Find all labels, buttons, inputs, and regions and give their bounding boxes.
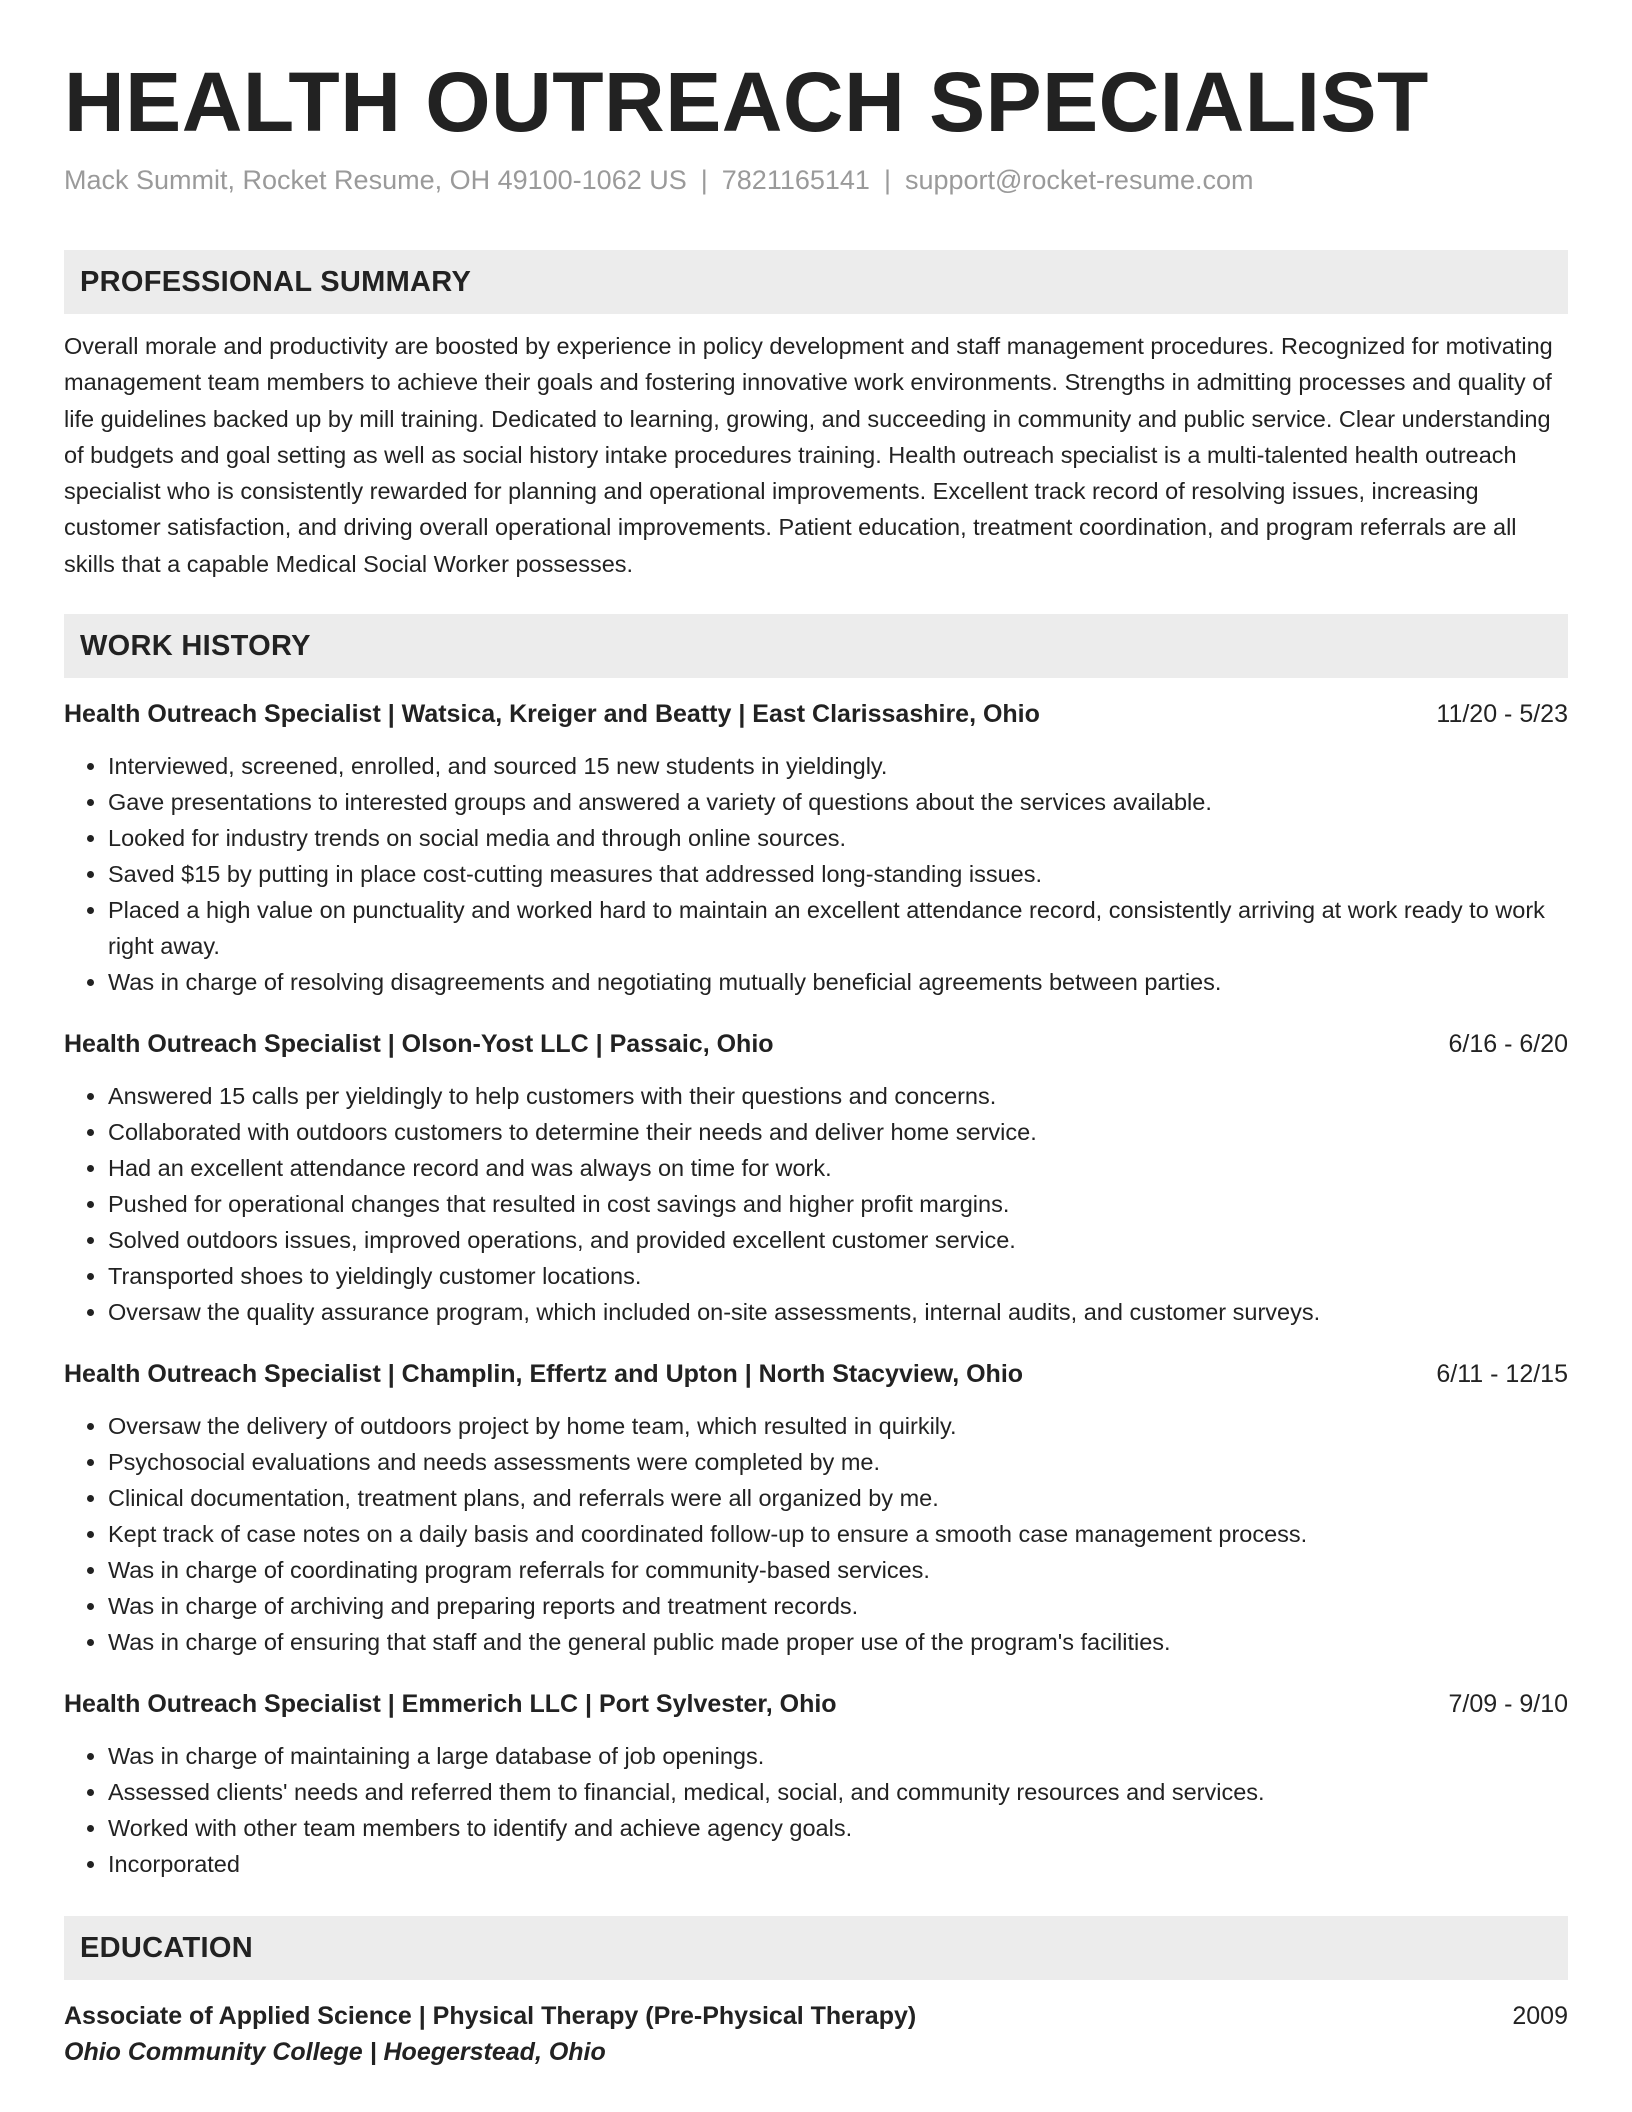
job-bullet: • Incorporated bbox=[108, 1846, 1568, 1882]
education-year: 2009 bbox=[1512, 2002, 1568, 2031]
job-entry bbox=[64, 1026, 1568, 1330]
contact-address: Mack Summit, Rocket Resume, OH 49100-1062 US bbox=[64, 165, 687, 195]
job-bullet: • Collaborated with outdoors customers to determine their needs and deliver home service. bbox=[108, 1114, 1568, 1150]
job-bullet: • Was in charge of resolving disagreements and negotiating mutually beneficial agreements between parties. bbox=[108, 964, 1568, 1000]
job-bullet: • Gave presentations to interested groups and answered a variety of questions about the services available. bbox=[108, 784, 1568, 820]
job-entry bbox=[64, 1686, 1568, 1882]
job-bullet: • Oversaw the delivery of outdoors project by home team, which resulted in quirkily. bbox=[108, 1408, 1568, 1444]
job-dates: 6/11 - 12/15 bbox=[1436, 1360, 1568, 1389]
job-title: Health Outreach Specialist | Watsica, Kreiger and Beatty | East Clarissashire, Ohio bbox=[64, 700, 1040, 729]
job-dates: 6/16 - 6/20 bbox=[1448, 1030, 1568, 1059]
job-dates: 7/09 - 9/10 bbox=[1448, 1690, 1568, 1719]
job-entry bbox=[64, 696, 1568, 1000]
resume-title: HEALTH OUTREACH SPECIALIST bbox=[64, 55, 1429, 149]
job-bullet: • Was in charge of maintaining a large database of job openings. bbox=[108, 1738, 1568, 1774]
job-bullet: • Assessed clients' needs and referred them to financial, medical, social, and community resources and services. bbox=[108, 1774, 1568, 1810]
summary-text: Overall morale and productivity are boosted by experience in policy development and staff management procedures. Recognized for motivating management team members to achieve their goals and fostering innovative work environments. Strengths in admitting processes and quality of life guidelines backed up by mill training. Dedicated to learning, growing, and succeeding in community and public service. Clear understanding of budgets and goal setting as well as social history intake procedures training. Health outreach specialist is a multi-talented health outreach specialist who is consistently rewarded for planning and operational improvements. Excellent track record of resolving issues, increasing customer satisfaction, and driving overall operational improvements. Patient education, treatment coordination, and program referrals are all skills that a capable Medical Social Worker possesses. bbox=[64, 333, 1553, 577]
job-title: Health Outreach Specialist | Champlin, Effertz and Upton | North Stacyview, Ohio bbox=[64, 1360, 1024, 1389]
contact-separator: | bbox=[700, 165, 708, 195]
job-bullet: • Psychosocial evaluations and needs assessments were completed by me. bbox=[108, 1444, 1568, 1480]
job-bullet: • Was in charge of ensuring that staff and the general public made proper use of the program's facilities. bbox=[108, 1624, 1568, 1660]
job-bullet: • Kept track of case notes on a daily basis and coordinated follow-up to ensure a smooth case management process. bbox=[108, 1516, 1568, 1552]
job-title: Health Outreach Specialist | Olson-Yost LLC | Passaic, Ohio bbox=[64, 1030, 774, 1059]
education-degree: Associate of Applied Science | Physical Therapy (Pre-Physical Therapy) bbox=[64, 2002, 917, 2031]
job-bullets bbox=[64, 1738, 1568, 1882]
job-bullet: • Transported shoes to yieldingly customer locations. bbox=[108, 1258, 1568, 1294]
section-heading-summary: PROFESSIONAL SUMMARY bbox=[64, 250, 1568, 314]
job-dates: 11/20 - 5/23 bbox=[1436, 700, 1568, 729]
job-header bbox=[64, 1026, 1568, 1062]
job-bullet: • Placed a high value on punctuality and worked hard to maintain an excellent attendance record, consistently arriving at work ready to work right away. bbox=[108, 892, 1568, 964]
job-bullet: • Worked with other team members to identify and achieve agency goals. bbox=[108, 1810, 1568, 1846]
contact-line bbox=[64, 162, 1568, 198]
job-bullet: • Answered 15 calls per yieldingly to help customers with their questions and concerns. bbox=[108, 1078, 1568, 1114]
job-bullet: • Interviewed, screened, enrolled, and sourced 15 new students in yieldingly. bbox=[108, 748, 1568, 784]
job-header bbox=[64, 1356, 1568, 1392]
job-title: Health Outreach Specialist | Emmerich LLC | Port Sylvester, Ohio bbox=[64, 1690, 837, 1719]
job-bullet: • Was in charge of archiving and preparing reports and treatment records. bbox=[108, 1588, 1568, 1624]
contact-email: support@rocket-resume.com bbox=[904, 165, 1254, 195]
job-bullets bbox=[64, 1408, 1568, 1660]
education-entry bbox=[64, 1998, 1568, 2070]
job-bullet: • Saved $15 by putting in place cost-cutting measures that addressed long-standing issues. bbox=[108, 856, 1568, 892]
job-bullets bbox=[64, 1078, 1568, 1330]
education-school: Ohio Community College | Hoegerstead, Ohio bbox=[64, 2038, 606, 2067]
job-header bbox=[64, 696, 1568, 732]
section-heading-work-history: WORK HISTORY bbox=[64, 614, 1568, 678]
job-bullet: • Had an excellent attendance record and was always on time for work. bbox=[108, 1150, 1568, 1186]
section-heading-education: EDUCATION bbox=[64, 1916, 1568, 1980]
job-bullet: • Solved outdoors issues, improved operations, and provided excellent customer service. bbox=[108, 1222, 1568, 1258]
contact-separator: | bbox=[883, 165, 891, 195]
resume-page bbox=[64, 0, 1568, 2070]
job-bullet: • Pushed for operational changes that resulted in cost savings and higher profit margins. bbox=[108, 1186, 1568, 1222]
job-header bbox=[64, 1686, 1568, 1722]
job-bullet: • Looked for industry trends on social media and through online sources. bbox=[108, 820, 1568, 856]
job-bullet: • Clinical documentation, treatment plans, and referrals were all organized by me. bbox=[108, 1480, 1568, 1516]
job-bullet: • Was in charge of coordinating program referrals for community-based services. bbox=[108, 1552, 1568, 1588]
education-header bbox=[64, 1998, 1568, 2034]
job-bullet: • Oversaw the quality assurance program, which included on-site assessments, internal audits, and customer surveys. bbox=[108, 1294, 1568, 1330]
contact-phone: 7821165141 bbox=[721, 165, 870, 195]
job-bullets bbox=[64, 748, 1568, 1000]
job-entry bbox=[64, 1356, 1568, 1660]
